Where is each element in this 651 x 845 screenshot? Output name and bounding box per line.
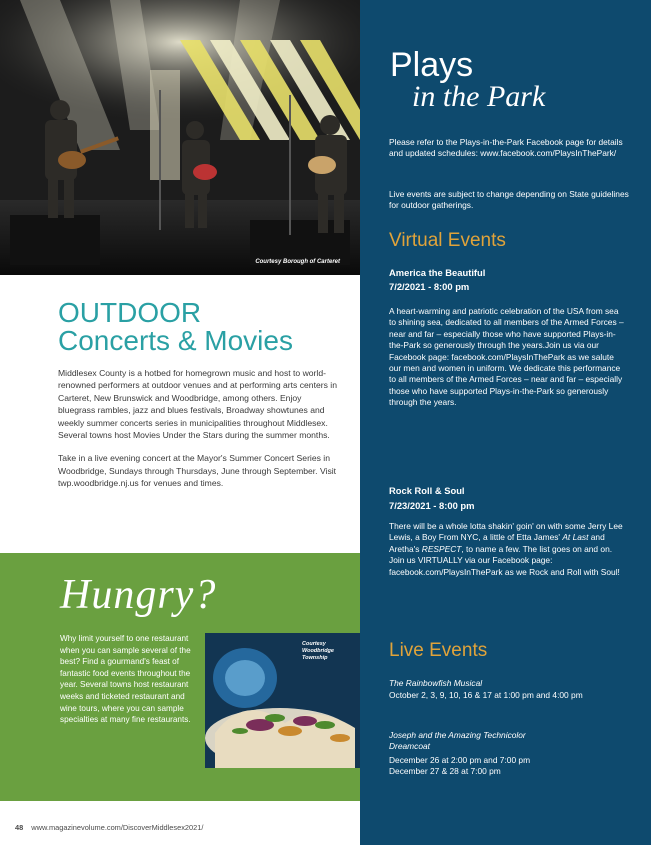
plays-intro-2: Live events are subject to change depending on State guidelines for outdoor gatherings. bbox=[389, 189, 629, 211]
outdoor-title-line2: Concerts & Movies bbox=[58, 325, 293, 356]
event2-date: 7/23/2021 - 8:00 pm bbox=[389, 500, 475, 511]
page-footer bbox=[15, 823, 203, 832]
food-credit-line1: Courtesy Woodbridge bbox=[302, 641, 334, 654]
food-credit-line2: Township bbox=[302, 655, 328, 661]
event2-desc-italic1: At Last bbox=[562, 532, 589, 543]
event1-name: America the Beautiful bbox=[389, 267, 486, 278]
show1-title: The Rainbowfish Musical bbox=[389, 678, 483, 688]
page-number: 48 bbox=[15, 823, 24, 832]
hungry-paragraph: Why limit yourself to one restaurant when you can sample several of the best? Find a gourmand's feast of fantastic food events throughout the year. Several towns host restaurant weeks and ticketed restaurant and wine tours, where you can sample specialties at many fine restaurants. bbox=[60, 634, 191, 725]
show2-dates-line1: December 26 at 2:00 pm and 7:00 pm bbox=[389, 755, 531, 765]
outdoor-paragraph-1: Middlesex County is a hotbed for homegrown music and host to world-renowned performers at outdoor venues and at performing arts centers in Carteret, New Brunswick and Woodbridge, among others. Enjoy bluegrass rambles, jazz and blues festivals, Broadway showtunes and weekly summer concerts series in municipalities throughout Middlesex. Several towns host Movies Under the Stars during the summer months. bbox=[58, 368, 337, 441]
food-photo-credit bbox=[302, 641, 350, 662]
event1-date: 7/2/2021 - 8:00 pm bbox=[389, 281, 470, 292]
show2-title bbox=[389, 730, 526, 753]
plays-title: Plays bbox=[390, 46, 474, 84]
show1-dates: October 2, 3, 9, 10, 16 & 17 at 1:00 pm and 4:00 pm bbox=[389, 690, 583, 700]
footer-url[interactable]: www.magazinevolume.com/DiscoverMiddlesex2021/ bbox=[31, 823, 204, 832]
event2-name: Rock Roll & Soul bbox=[389, 485, 465, 496]
show2-title-line2: Dreamcoat bbox=[389, 741, 430, 752]
outdoor-title bbox=[58, 299, 338, 355]
hungry-panel bbox=[0, 553, 360, 801]
event2-desc-part3: , to name a few. The list goes on and on. Join us VIRTUALLY via our Facebook page: facebook.com/PlaysInThePark as we Rock and Roll with Soul! bbox=[389, 543, 620, 577]
outdoor-paragraph-2: Take in a live evening concert at the Mayor's Summer Concert Series in Woodbridge, Sundays through Thursdays, June through September. Visit twp.woodbridge.nj.us for venues and times. bbox=[58, 453, 337, 489]
show2-title-line1: Joseph and the Amazing Technicolor bbox=[389, 730, 526, 740]
event2-description bbox=[389, 521, 625, 578]
food-photo bbox=[205, 633, 360, 768]
plays-intro-1: Please refer to the Plays-in-the-Park Facebook page for details and updated schedules: www.facebook.com/PlaysInThePark/ bbox=[389, 137, 623, 159]
show2-dates bbox=[389, 755, 609, 778]
outdoor-section bbox=[58, 299, 338, 490]
event2-desc-part1: There will be a whole lotta shakin' goin' on with some Jerry Lee Lewis, a Boy From NYC, a little of Etta James' bbox=[389, 521, 623, 543]
live-events-heading: Live Events bbox=[389, 640, 488, 661]
plays-subtitle: in the Park bbox=[412, 80, 546, 113]
outdoor-title-line1: OUTDOOR bbox=[58, 297, 202, 328]
concert-illustration bbox=[0, 0, 360, 275]
event2-desc-italic2: RESPECT bbox=[421, 543, 462, 554]
virtual-events-heading: Virtual Events bbox=[389, 230, 506, 251]
show2-dates-line2: December 27 & 28 at 7:00 pm bbox=[389, 766, 501, 777]
plays-in-the-park-panel bbox=[360, 0, 651, 845]
concert-photo bbox=[0, 0, 360, 275]
event2-desc-part2: and Aretha's bbox=[389, 532, 605, 554]
hungry-title: Hungry? bbox=[60, 572, 217, 618]
event1-description: A heart-warming and patriotic celebration of the USA from sea to shining sea, dedicated to all members of the Armed Forces – near and far – especially those who have supported Plays-in-the-Park so generously through the years.Join us via our Facebook page: facebook.com/PlaysInThePark as we salute our men and women in uniform. We dedicate this performance to all members of the Armed Forces – near and far – especially those who have supported Plays-in-the-Park so generously through the years. bbox=[389, 306, 624, 408]
concert-photo-credit: Courtesy Borough of Carteret bbox=[255, 259, 340, 265]
